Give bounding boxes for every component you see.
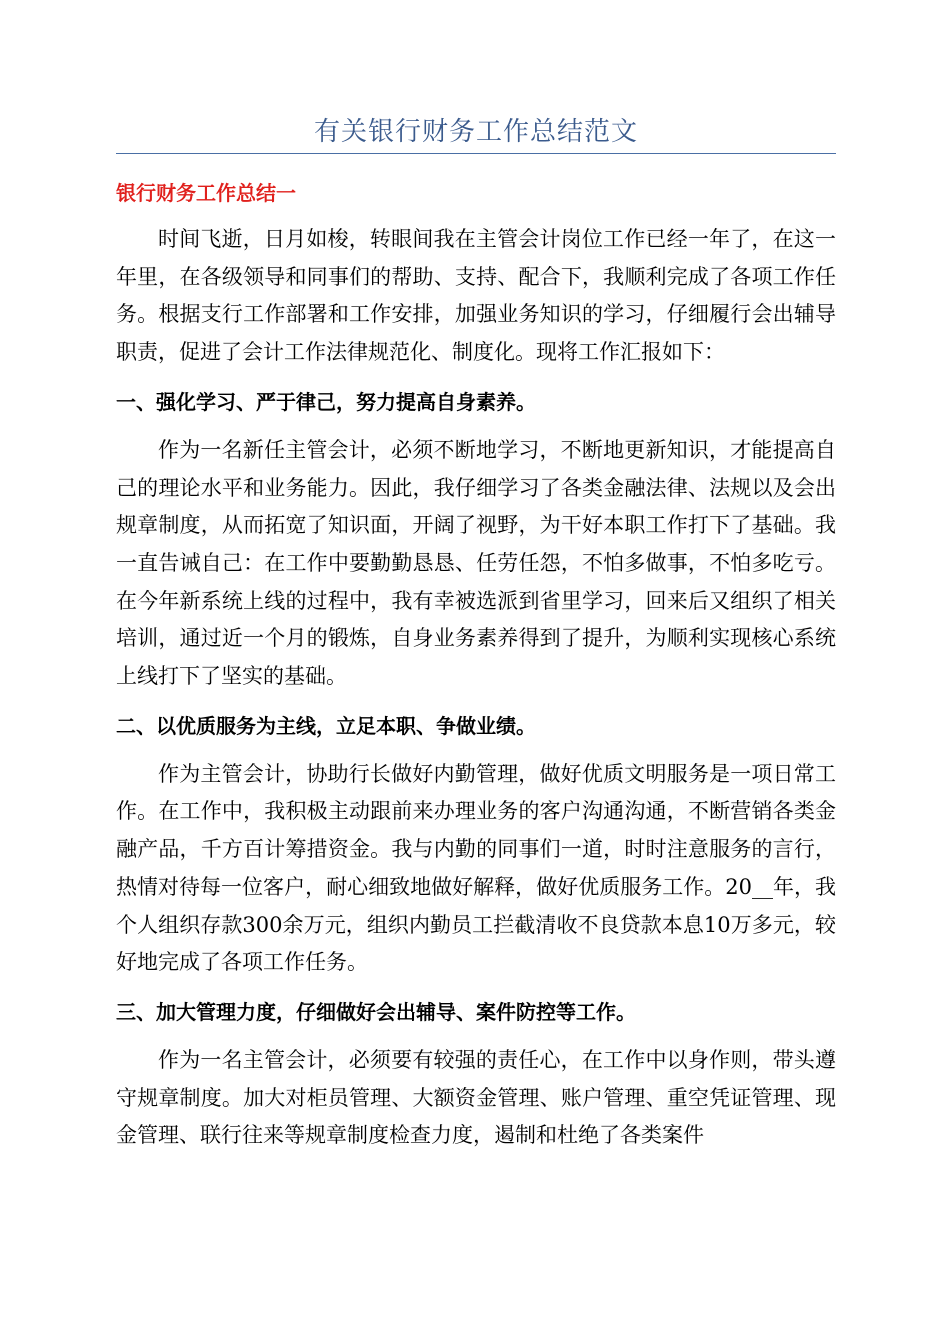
document-body bbox=[116, 221, 836, 1155]
subsection-heading-3: 三、加大管理力度，仔细做好会出辅导、案件防控等工作。 bbox=[116, 999, 636, 1024]
subsection-paragraph-3: 作为一名主管会计，必须要有较强的责任心，在工作中以身作则，带头遵守规章制度。加大对柜员管理、大额资金管理、账户管理、重空凭证管理、现金管理、联行往来等规章制度检查力度，遏制和杜绝了各类案件 bbox=[116, 1047, 836, 1148]
subsection-heading-1: 一、强化学习、严于律己，努力提高自身素养。 bbox=[116, 389, 536, 414]
subsection-paragraph-1: 作为一名新任主管会计，必须不断地学习，不断地更新知识，才能提高自己的理论水平和业务能力。因此，我仔细学习了各类金融法律、法规以及会出规章制度，从而拓宽了知识面，开阔了视野，为干好本职工作打下了基础。我一直告诫自己：在工作中要勤勤恳恳、任劳任怨，不怕多做事，不怕多吃亏。在今年新系统上线的过程中，我有幸被选派到省里学习，回来后又组织了相关培训，通过近一个月的锻炼，自身业务素养得到了提升，为顺利实现核心系统上线打下了坚实的基础。 bbox=[116, 437, 836, 689]
title-underline bbox=[116, 153, 836, 154]
subsection-heading-2: 二、以优质服务为主线，立足本职、争做业绩。 bbox=[116, 713, 536, 738]
subsection-paragraph-2: 作为主管会计，协助行长做好内勤管理，做好优质文明服务是一项日常工作。在工作中，我积极主动跟前来办理业务的客户沟通沟通，不断营销各类金融产品，千方百计筹措资金。我与内勤的同事们一道，时时注意服务的言行，热情对待每一位客户，耐心细致地做好解释，做好优质服务工作。20__年，我个人组织存款300余万元，组织内勤员工拦截清收不良贷款本息10万多元，较好地完成了各项工作任务。 bbox=[116, 761, 836, 975]
section-heading: 银行财务工作总结一 bbox=[116, 181, 296, 205]
document-title: 有关银行财务工作总结范文 bbox=[313, 117, 638, 147]
intro-paragraph: 时间飞逝，日月如梭，转眼间我在主管会计岗位工作已经一年了，在这一年里，在各级领导和同事们的帮助、支持、配合下，我顺利完成了各项工作任务。根据支行工作部署和工作安排，加强业务知识的学习，仔细履行会出辅导职责，促进了会计工作法律规范化、制度化。现将工作汇报如下： bbox=[116, 227, 836, 365]
